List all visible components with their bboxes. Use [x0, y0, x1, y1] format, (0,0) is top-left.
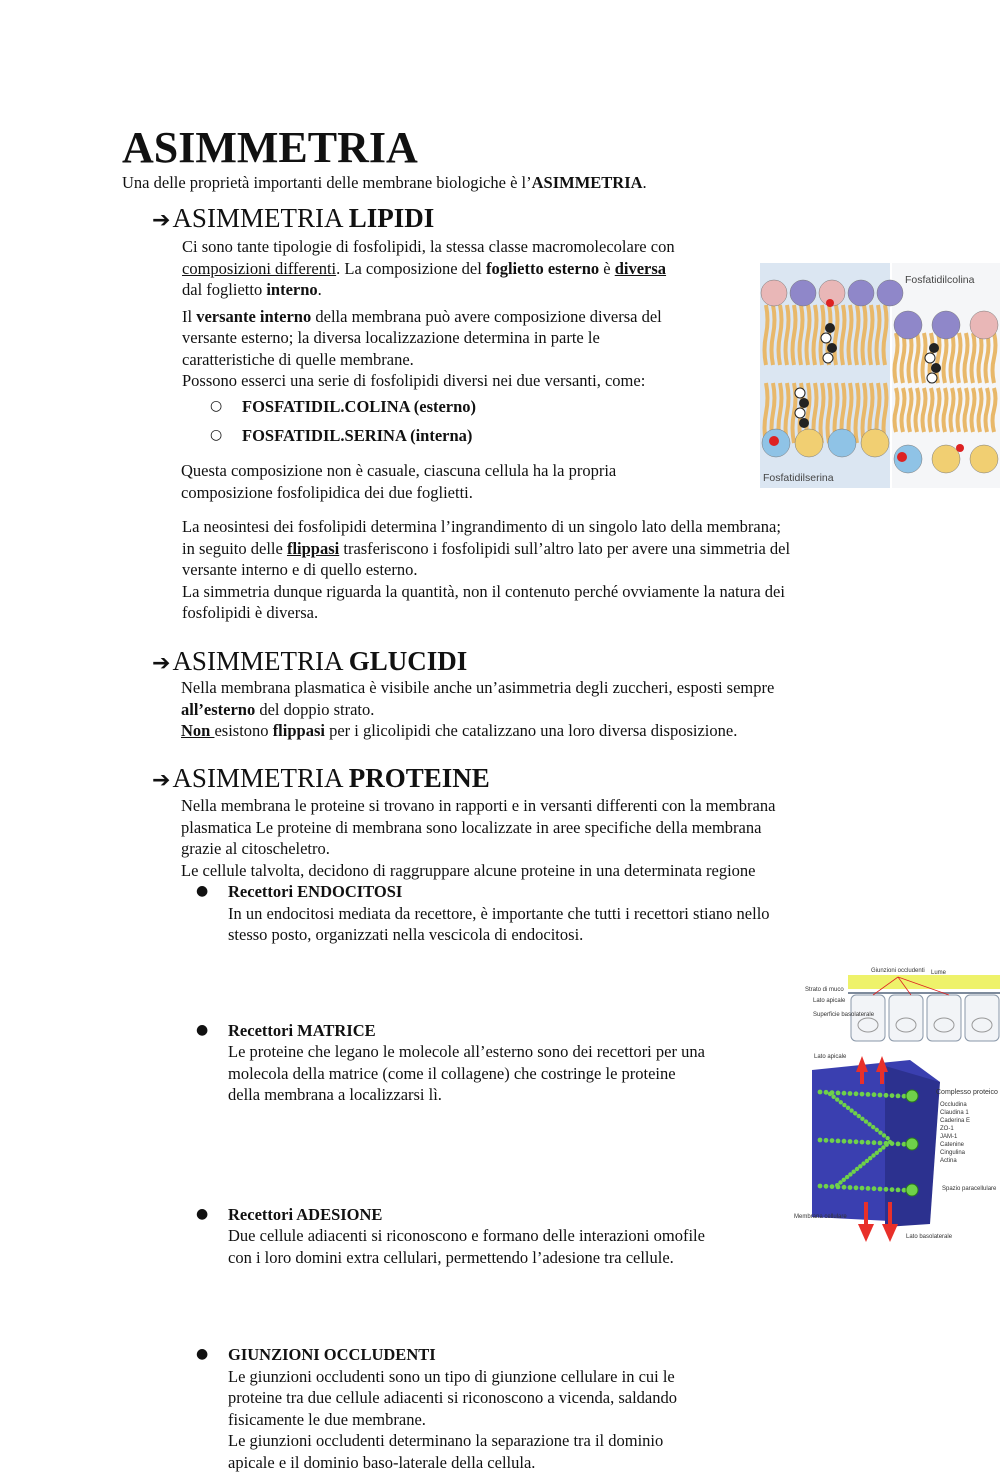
label-lato-apicale: Lato apicale	[813, 998, 846, 1004]
protein-bead	[860, 1140, 865, 1145]
protein-bead	[842, 1103, 846, 1107]
bullet-icon: ●	[196, 1021, 209, 1038]
protein-bead	[824, 1138, 829, 1143]
bullet-line: molecola della matrice (come il collagene) che costringe le proteine	[228, 1063, 676, 1083]
protein-bead	[831, 1095, 835, 1099]
protein-label: Caderina E	[940, 1118, 971, 1124]
label-giunzioni: Giunzioni occludenti	[871, 968, 925, 974]
protein-bead	[848, 1091, 853, 1096]
protein-list	[940, 1102, 970, 1164]
protein-bead	[890, 1187, 895, 1192]
protein-bead	[853, 1111, 857, 1115]
protein-bead	[864, 1119, 868, 1123]
lipidi-p2-b: della membrana può avere composizione diversa del	[311, 306, 662, 326]
lipidi-p5	[182, 516, 882, 624]
lipidi-p2-bold: versante interno	[196, 306, 312, 326]
list-item-text: FOSFATIDIL.COLINA (esterno)	[242, 396, 477, 416]
heading-glucidi-bold: GLUCIDI	[348, 646, 468, 676]
heading-lipidi-plain: ASIMMETRIA	[172, 203, 349, 233]
protein-bead	[867, 1122, 871, 1126]
lipidi-p1-d: dal foglietto	[182, 280, 267, 299]
bullet-icon: ●	[196, 1346, 209, 1362]
lipid-head	[790, 280, 816, 306]
label-lume: Lume	[931, 970, 947, 976]
bullet-line: In un endocitosi mediata da recettore, è importante che tutti i recettori stiano nello	[228, 903, 770, 923]
protein-bead	[871, 1125, 875, 1129]
heading-proteine-plain: ASIMMETRIA	[172, 763, 349, 793]
bullet-line: Due cellule adiacenti si riconoscono e formano delle interazioni omofile	[228, 1226, 705, 1245]
arrow-right-icon: ➔	[152, 651, 171, 676]
lipidi-p1-bold2: interno	[266, 280, 318, 299]
protein-label: JAM-1	[940, 1134, 958, 1140]
protein-label: Actina	[940, 1158, 957, 1164]
protein-bead	[835, 1183, 839, 1187]
heading-lipidi-bold: LIPIDI	[348, 203, 435, 233]
proteine-p1-a: Nella membrana le proteine si trovano in rapporti e in versanti differenti con la membrana	[181, 796, 776, 815]
lipidi-p3: Possono esserci una serie di fosfolipidi diversi nei due versanti, come:	[182, 371, 646, 390]
bullet-title: GIUNZIONI OCCLUDENTI	[228, 1345, 436, 1364]
lipidi-p6-a: La simmetria dunque riguarda la quantità, non il contenuto perché ovviamente la natura dei	[182, 581, 785, 601]
circle-bullet-icon: ○	[210, 397, 223, 414]
lipidi-p5-d: versante interno e di quello esterno.	[182, 560, 418, 579]
lipid-head	[894, 311, 922, 339]
lipidi-p2-d: caratteristiche di quelle membrane.	[182, 349, 414, 369]
bullet-title: Recettori ADESIONE	[228, 1204, 383, 1224]
glucidi-body	[181, 677, 881, 742]
protein-bead	[860, 1117, 864, 1121]
label-membrana: Membrana cellulare	[794, 1214, 847, 1220]
protein-bead	[872, 1186, 877, 1191]
protein-bead	[860, 1092, 865, 1097]
protein-bead	[866, 1092, 871, 1097]
protein-bead	[839, 1100, 843, 1104]
bullet-line: Le giunzioni occludenti determinano la separazione tra il dominio	[228, 1431, 664, 1450]
protein-bead	[866, 1186, 871, 1191]
heading-proteine-bold: PROTEINE	[348, 763, 490, 793]
lipidi-p5-c: trasferiscono i fosfolipidi sull’altro lato per avere una simmetria del	[339, 538, 791, 558]
protein-bead	[828, 1092, 832, 1096]
lipidi-p4	[181, 460, 741, 503]
protein-label: Claudina 1	[940, 1110, 969, 1116]
label-superficie: Superficie basolaterale	[813, 1012, 875, 1018]
protein-bead	[824, 1184, 829, 1189]
protein-bead	[860, 1186, 865, 1191]
label-lato-apicale-2: Lato apicale	[814, 1054, 847, 1060]
proteine-intro	[181, 795, 881, 881]
lipidi-p1-b: . La composizione del	[336, 258, 486, 278]
negative-charge-icon	[769, 436, 779, 446]
junction-node	[906, 1138, 918, 1150]
protein-label: Occludina	[940, 1102, 967, 1108]
protein-bead	[896, 1142, 901, 1147]
protein-bead	[830, 1184, 835, 1189]
lipidi-p1-underline: composizioni differenti	[182, 258, 337, 278]
protein-bead	[896, 1188, 901, 1193]
bilayer-figure	[760, 263, 1000, 488]
lipidi-p5-bold-underline: flippasi	[286, 538, 340, 558]
protein-bead	[854, 1139, 859, 1144]
protein-bead	[824, 1090, 829, 1095]
lipid-head	[932, 311, 960, 339]
protein-label: Catenine	[940, 1142, 965, 1148]
protein-bead	[846, 1106, 850, 1110]
bullet-icon: ●	[196, 1205, 209, 1222]
tight-junction-figure	[790, 1052, 1000, 1247]
bullet-line: della membrana a localizzarsi lì.	[228, 1085, 442, 1104]
label-complesso: Complesso proteico	[936, 1089, 998, 1096]
arrow-right-icon: ➔	[152, 208, 171, 233]
protein-bead	[866, 1140, 871, 1145]
list-item	[182, 421, 752, 450]
proteine-p1-b: plasmatica Le proteine di membrana sono localizzate in aree specifiche della membrana	[181, 817, 762, 837]
label-fosfatidilserina: Fosfatidilserina	[763, 472, 834, 484]
protein-bead	[882, 1133, 886, 1137]
protein-bead	[842, 1185, 847, 1190]
protein-label: Cingulina	[940, 1150, 966, 1156]
mucus-layer	[848, 975, 1000, 989]
lipid-head	[828, 429, 856, 457]
protein-bead	[890, 1093, 895, 1098]
protein-bead	[896, 1094, 901, 1099]
lipid-head	[877, 280, 903, 306]
list-item-text: FOSFATIDIL.SERINA (interna)	[242, 425, 473, 445]
list-item	[182, 392, 752, 421]
protein-bead	[818, 1138, 823, 1143]
protein-bead	[884, 1187, 889, 1192]
intro-bold: ASIMMETRIA	[531, 173, 643, 192]
heading-glucidi	[152, 645, 467, 680]
protein-bead	[872, 1092, 877, 1097]
lipidi-p2	[182, 306, 752, 392]
protein-bead	[885, 1136, 889, 1140]
epithelium-figure	[803, 965, 1000, 1050]
protein-bead	[836, 1091, 841, 1096]
list-item-matrice	[181, 1020, 828, 1106]
lipidi-p1-a: Ci sono tante tipologie di fosfolipidi, la stessa classe macromolecolare con	[182, 237, 675, 256]
intro-paragraph	[122, 173, 647, 193]
lipid-head	[848, 280, 874, 306]
protein-bead	[830, 1138, 835, 1143]
protein-bead	[854, 1185, 859, 1190]
protein-label: ZO-1	[940, 1126, 954, 1132]
lipidi-p1-c: è	[599, 258, 615, 278]
lipidi-p1-bold-underline: diversa	[614, 258, 667, 278]
protein-bead	[878, 1130, 882, 1134]
protein-bead	[878, 1141, 883, 1146]
lipidi-p4-b: composizione fosfolipidica dei due foglietti.	[181, 482, 473, 502]
bullet-line: stesso posto, organizzati nella vescicola di endocitosi.	[228, 925, 584, 944]
lipidi-p1-bold1: foglietto esterno	[485, 258, 600, 278]
protein-bead	[884, 1093, 889, 1098]
intro-end: .	[642, 173, 647, 192]
protein-bead	[878, 1093, 883, 1098]
protein-bead	[835, 1097, 839, 1101]
protein-bead	[878, 1187, 883, 1192]
bullet-icon: ●	[196, 883, 209, 899]
label-muco: Strato di muco	[805, 987, 844, 993]
protein-bead	[854, 1091, 859, 1096]
bullet-line: Le giunzioni occludenti sono un tipo di giunzione cellulare in cui le	[228, 1366, 675, 1386]
heading-proteine	[152, 762, 490, 797]
intro-text: Una delle proprietà importanti delle membrane biologiche è l’	[122, 173, 532, 192]
glucidi-p2-bold: flippasi	[272, 721, 325, 740]
lipidi-p2-a: Il	[182, 306, 197, 326]
junction-node	[906, 1184, 918, 1196]
lipidi-p6-b: fosfolipidi è diversa.	[182, 603, 319, 622]
label-fosfatidilcolina: Fosfatidilcolina	[905, 274, 975, 286]
glucidi-p1-bold: all’esterno	[181, 699, 256, 719]
bullet-line: Le proteine che legano le molecole all’esterno sono dei recettori per una	[228, 1042, 705, 1061]
lipidi-section-body	[182, 236, 752, 450]
protein-bead	[818, 1184, 823, 1189]
lipidi-list	[182, 392, 752, 450]
protein-bead	[836, 1139, 841, 1144]
lipidi-p1-e: .	[317, 280, 322, 299]
protein-bead	[848, 1139, 853, 1144]
protein-bead	[848, 1185, 853, 1190]
lipidi-p5-a: La neosintesi dei fosfolipidi determina l’ingrandimento di un singolo lato della membrana;	[182, 517, 781, 536]
proteine-p1-c: grazie al citoscheletro.	[181, 839, 330, 858]
lipid-head	[932, 445, 960, 473]
protein-bead	[849, 1108, 853, 1112]
lipidi-p4-a: Questa composizione non è casuale, ciascuna cellula ha la propria	[181, 461, 617, 480]
arrow-right-icon: ➔	[152, 768, 171, 793]
label-basolaterale: Lato basolaterale	[906, 1234, 953, 1240]
list-item-adesione	[181, 1204, 828, 1269]
lipidi-p5-b: in seguito delle	[182, 538, 287, 558]
circle-bullet-icon: ○	[210, 426, 223, 443]
protein-bead	[842, 1091, 847, 1096]
protein-bead	[818, 1090, 823, 1095]
label-spazio: Spazio paracellulare	[942, 1186, 997, 1192]
lipidi-p2-c: versante esterno; la diversa localizzazione determina in parte le	[182, 328, 600, 347]
protein-bead	[872, 1140, 877, 1145]
protein-bead	[857, 1114, 861, 1118]
proteine-p2: Le cellule talvolta, decidono di raggruppare alcune proteine in una determinata regione	[181, 860, 756, 880]
bullet-line: apicale e il dominio baso-laterale della cellula.	[228, 1452, 536, 1472]
lipid-head	[861, 429, 889, 457]
bullet-title: Recettori ENDOCITOSI	[228, 882, 403, 901]
bullet-line: fisicamente le due membrane.	[228, 1409, 426, 1429]
glucidi-p1-b: del doppio strato.	[255, 699, 375, 719]
heading-glucidi-plain: ASIMMETRIA	[172, 646, 349, 676]
bullet-line: proteine tra due cellule adiacenti si riconoscono a vicenda, saldando	[228, 1388, 677, 1407]
negative-charge-icon	[897, 452, 907, 462]
page-title: ASIMMETRIA	[122, 123, 418, 172]
protein-bead	[842, 1139, 847, 1144]
lipid-tails-right	[895, 333, 996, 432]
bullet-title: Recettori MATRICE	[228, 1020, 376, 1040]
lipidi-p1	[182, 236, 752, 301]
bullet-line: con i loro domini extra cellulari, permettendo l’adesione tra cellule.	[228, 1247, 674, 1267]
protein-bead	[875, 1128, 879, 1132]
glucidi-p2-a: esistono	[214, 721, 273, 740]
glucidi-p2-bold-underline: Non	[181, 721, 215, 740]
list-item-giunzioni	[181, 1344, 828, 1473]
list-item-endocitosi	[181, 881, 908, 946]
lipid-head	[795, 429, 823, 457]
glucidi-p1-a: Nella membrana plasmatica è visibile anche un’asimmetria degli zuccheri, esposti sempre	[181, 678, 775, 697]
lipid-head	[970, 445, 998, 473]
lipid-head	[761, 280, 787, 306]
junction-node	[906, 1090, 918, 1102]
lipid-head	[970, 311, 998, 339]
glucidi-p2-b: per i glicolipidi che catalizzano una loro diversa disposizione.	[324, 721, 738, 740]
heading-lipidi	[152, 202, 434, 237]
